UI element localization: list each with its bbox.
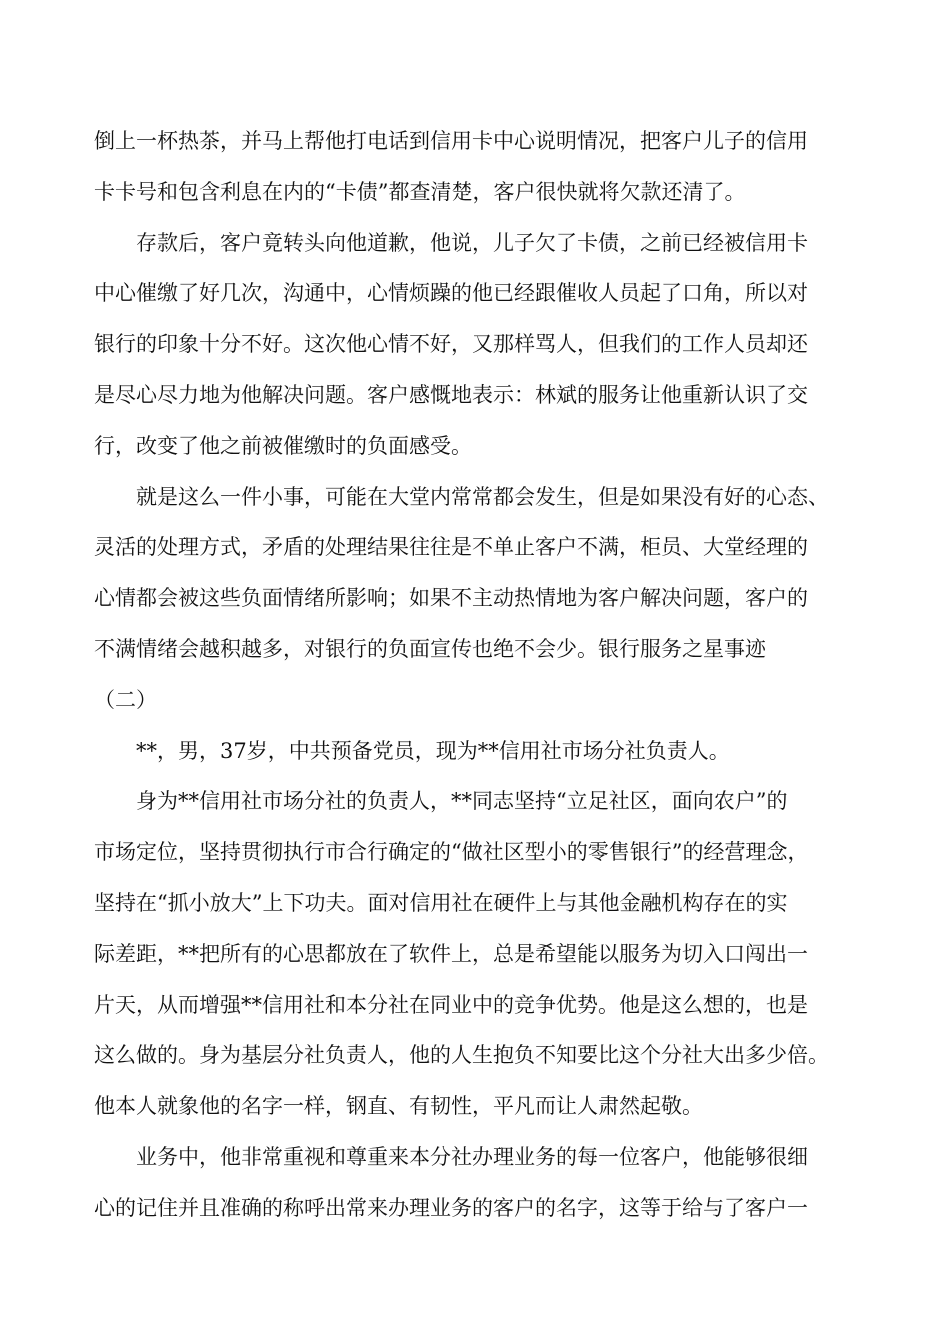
paragraph <box>94 776 856 1132</box>
text-line: 银行的印象十分不好。这次他心情不好，又那样骂人，但我们的工作人员却还 <box>94 332 808 357</box>
text-line: **，男，37岁，中共预备党员，现为**信用社市场分社负责人。 <box>136 738 730 763</box>
paragraph <box>94 1132 856 1234</box>
text-line: 心情都会被这些负面情绪所影响；如果不主动热情地为客户解决问题，客户的 <box>94 586 808 611</box>
text-line: 他本人就象他的名字一样，钢直、有韧性，平凡而让人肃然起敬。 <box>94 1094 703 1119</box>
text-line: 片天，从而增强**信用社和本分社在同业中的竞争优势。他是这么想的，也是 <box>94 992 808 1017</box>
text-line: 存款后，客户竟转头向他道歉，他说，儿子欠了卡债，之前已经被信用卡 <box>136 230 808 255</box>
text-line: 灵活的处理方式，矛盾的处理结果往往是不单止客户不满，柜员、大堂经理的 <box>94 535 808 560</box>
text-line: 业务中，他非常重视和尊重来本分社办理业务的每一位客户，他能够很细 <box>136 1144 808 1169</box>
text-line: 倒上一杯热茶，并马上帮他打电话到信用卡中心说明情况，把客户儿子的信用 <box>94 129 808 153</box>
paragraph <box>94 116 856 218</box>
text-line: （二） <box>94 687 157 712</box>
text-line: 际差距，**把所有的心思都放在了软件上，总是希望能以服务为切入口闯出一 <box>94 941 808 966</box>
text-line: 就是这么一件小事，可能在大堂内常常都会发生，但是如果没有好的心态、 <box>136 484 829 509</box>
text-line: 这么做的。身为基层分社负责人，他的人生抱负不知要比这个分社大出多少倍。 <box>94 1043 829 1068</box>
text-line: 心的记住并且准确的称呼出常来办理业务的客户的名字，这等于给与了客户一 <box>94 1195 808 1220</box>
text-line: 不满情绪会越积越多，对银行的负面宣传也绝不会少。银行服务之星事迹 <box>94 636 766 661</box>
text-line: 市场定位，坚持贯彻执行市合行确定的“做社区型小的零售银行”的经营理念， <box>94 840 809 865</box>
paragraph <box>94 218 856 472</box>
paragraph <box>94 472 856 726</box>
text-line: 是尽心尽力地为他解决问题。客户感慨地表示：林斌的服务让他重新认识了交 <box>94 382 808 407</box>
document-page <box>94 116 856 1234</box>
text-line: 卡卡号和包含利息在内的“卡债”都查清楚，客户很快就将欠款还清了。 <box>94 179 746 204</box>
text-line: 行，改变了他之前被催缴时的负面感受。 <box>94 433 472 458</box>
text-line: 身为**信用社市场分社的负责人，**同志坚持“立足社区，面向农户”的 <box>136 789 788 814</box>
text-line: 坚持在“抓小放大”上下功夫。面对信用社在硬件上与其他金融机构存在的实 <box>94 890 788 915</box>
paragraph <box>94 726 856 777</box>
text-line: 中心催缴了好几次，沟通中，心情烦躁的他已经跟催收人员起了口角，所以对 <box>94 281 808 306</box>
